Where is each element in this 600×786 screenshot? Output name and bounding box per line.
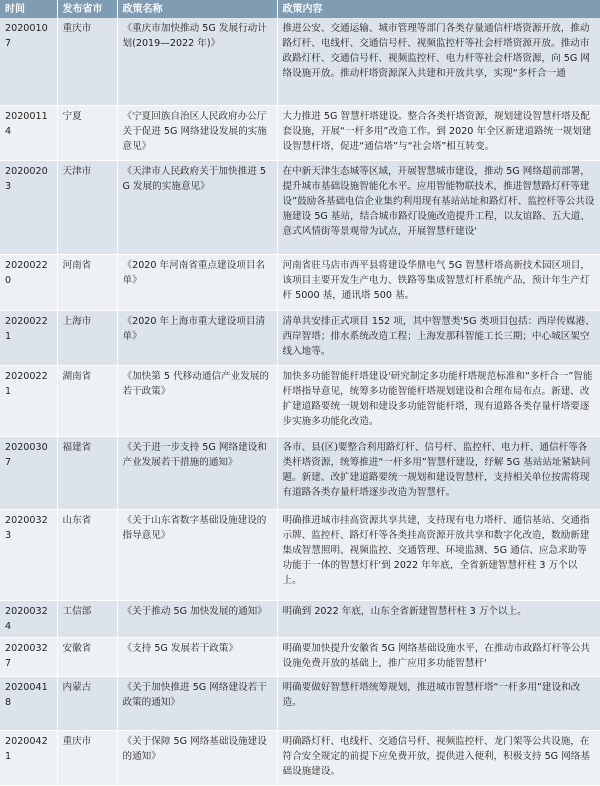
region-cell: 天津市 [57,161,117,255]
policy-content-cell: 清单共安排正式项目 152 项，其中智慧类'5G 类项目包括：西岸传媒港、西岸智塔；排水系统改造工程；上海发那科智能工长三期；中心城区架空线入地等。 [277,310,600,366]
region-cell: 福建省 [57,437,117,510]
table-body [0,18,600,786]
date-cell: 20200323 [0,510,57,601]
policy-content-cell: 推进公安、交通运输、城市管理等部门各类存量通信杆塔资源开放，推动路灯杆、电线杆、交通信号杆、视频监控杆等社会杆塔资源开放。推动市政路灯杆、交通信号杆、视频监控杆、电力杆等社会杆塔资源，向 5G 网络设施开放。推动杆塔资源深入共建和开放共享，实现“多杆合一通 [277,18,600,105]
date-cell: 20200203 [0,161,57,255]
region-cell: 重庆市 [57,731,117,786]
header-region: 发布省市 [57,0,117,18]
table-row [0,161,600,255]
table-row [0,18,600,105]
table-row [0,255,600,311]
policy-content-cell: 大力推进 5G 智慧杆塔建设。整合各类杆塔资源，规划建设智慧杆塔及配套设施，开展“一杆多用”改造工作。到 2020 年全区新建道路统一规划建设智慧杆塔，促进“通信塔”与“社会塔”相互转变。 [277,105,600,161]
policy-name-cell: 《宁夏回族自治区人民政府办公厅关于促进 5G 网络建设发展的实施意见》 [117,105,277,161]
policy-name-cell: 《支持 5G 发展若干政策》 [117,637,277,676]
header-row [0,0,600,18]
date-cell: 20200221 [0,366,57,437]
policy-name-cell: 《关于保障 5G 网络基础设施建设的通知》 [117,731,277,786]
policy-content-cell: 明确要做好智慧杆塔统筹规划，推进城市智慧杆塔“一杆多用”建设和改造。 [277,676,600,731]
table-header [0,0,600,18]
table-row [0,731,600,786]
policy-content-cell: 河南省驻马店市西平县将建设华鼎电气 5G 智慧杆塔高新技术园区项目，该项目主要开发生产电力、铁路等集成智慧灯杆系统产品，预计年生产灯杆 5000 基，通讯塔 500 基。 [277,255,600,311]
date-cell: 20200421 [0,731,57,786]
date-cell: 20200114 [0,105,57,161]
policy-name-cell: 《关于推动 5G 加快发展的通知》 [117,600,277,637]
date-cell: 20200107 [0,18,57,105]
policy-name-cell: 《关于加快推进 5G 网络建设若干政策的通知》 [117,676,277,731]
region-cell: 上海市 [57,310,117,366]
policy-name-cell: 《2020 年河南省重点建设项目名单》 [117,255,277,311]
region-cell: 工信部 [57,600,117,637]
date-cell: 20200327 [0,637,57,676]
policy-content-cell: 明确要加快提升安徽省 5G 网络基础设施水平，在推动市政路灯杆等公共设施免费开放的基础上，推广应用多功能智慧杆' [277,637,600,676]
date-cell: 20200220 [0,255,57,311]
header-policy-name: 政策名称 [117,0,277,18]
date-cell: 20200221 [0,310,57,366]
policy-name-cell: 《关于山东省数字基础设施建设的指导意见》 [117,510,277,601]
region-cell: 河南省 [57,255,117,311]
region-cell: 湖南省 [57,366,117,437]
table-row [0,676,600,731]
table-row [0,366,600,437]
table-row [0,510,600,601]
policy-name-cell: 《加快第 5 代移动通信产业发展的若干政策》 [117,366,277,437]
policy-content-cell: 各市、县(区)要整合利用路灯杆、信号杆、监控杆、电力杆、通信杆等各类杆塔资源，统筹推进“一杆多用”智慧杆建设，纾解 5G 基站站址紧缺问题。新建、改扩建道路要统一规划和建设智慧杆，支持相关单位按需将现有道路各类存量杆塔逐步改造为智慧杆。 [277,437,600,510]
header-policy-content: 政策内容 [277,0,600,18]
table-row [0,637,600,676]
policy-content-cell: 明确到 2022 年底，山东全省新建智慧杆柱 3 万个以上。 [277,600,600,637]
policy-name-cell: 《关于进一步支持 5G 网络建设和产业发展若干措施的通知》 [117,437,277,510]
table-row [0,105,600,161]
region-cell: 山东省 [57,510,117,601]
policy-content-cell: 在中新天津生态城等区域，开展智慧城市建设，推动 5G 网络超前部署，提升城市基础设施智能化水平。应用智能物联技术，推进智慧路灯杆等建设”鼓励各基础电信企业集约利用现有基站站址和路灯杆、监控杆等公共设施建设 5G 基站，结合城市路灯设施改造提升工程，以友谊路、五大道、意式风情街等景观带为试点，开展智慧杆建设' [277,161,600,255]
date-cell: 20200418 [0,676,57,731]
date-cell: 20200324 [0,600,57,637]
region-cell: 内蒙古 [57,676,117,731]
table-row [0,600,600,637]
policy-name-cell: 《2020 年上海市重大建设项目清单》 [117,310,277,366]
region-cell: 宁夏 [57,105,117,161]
table-row [0,310,600,366]
date-cell: 20200307 [0,437,57,510]
region-cell: 安徽省 [57,637,117,676]
region-cell: 重庆市 [57,18,117,105]
table-row [0,437,600,510]
policy-name-cell: 《重庆市加快推动 5G 发展行动计划(2019—2022 年)》 [117,18,277,105]
policy-name-cell: 《天津市人民政府关于加快推进 5G 发展的实施意见》 [117,161,277,255]
policy-content-cell: 明确推进城市挂高资源共享共建，支持现有电力塔杆、通信基站、交通指示牌、监控杆、路灯杆等各类挂高资源开放共享和数字化改造，数励新建集成智慧照明、视频监控、交通管理、环境监测、5G 通信、应急求助等功能于一体的智慧灯杆'到 2022 年年底，全省新建智慧杆柱 3 万个以上。 [277,510,600,601]
policy-content-cell: 明确路灯杆、电线杆、交通信号杆、视频监控杆、龙门架等公共设施，在符合安全规定的前提下应免费开放，提供进入便利，积极支持 5G 网络基础设施建设。 [277,731,600,786]
header-date: 时间 [0,0,57,18]
policy-content-cell: 加快多功能智能杆塔建设'研究制定多功能杆塔规范标准和“多杆合一”智能杆塔指导意见，统筹多功能智能杆塔规划建设和合理布局布点。新建、改扩建道路要统一规划和建设多功能智能杆塔，现有道路各类存量杆塔要逐步实施多功能化改造。 [277,366,600,437]
